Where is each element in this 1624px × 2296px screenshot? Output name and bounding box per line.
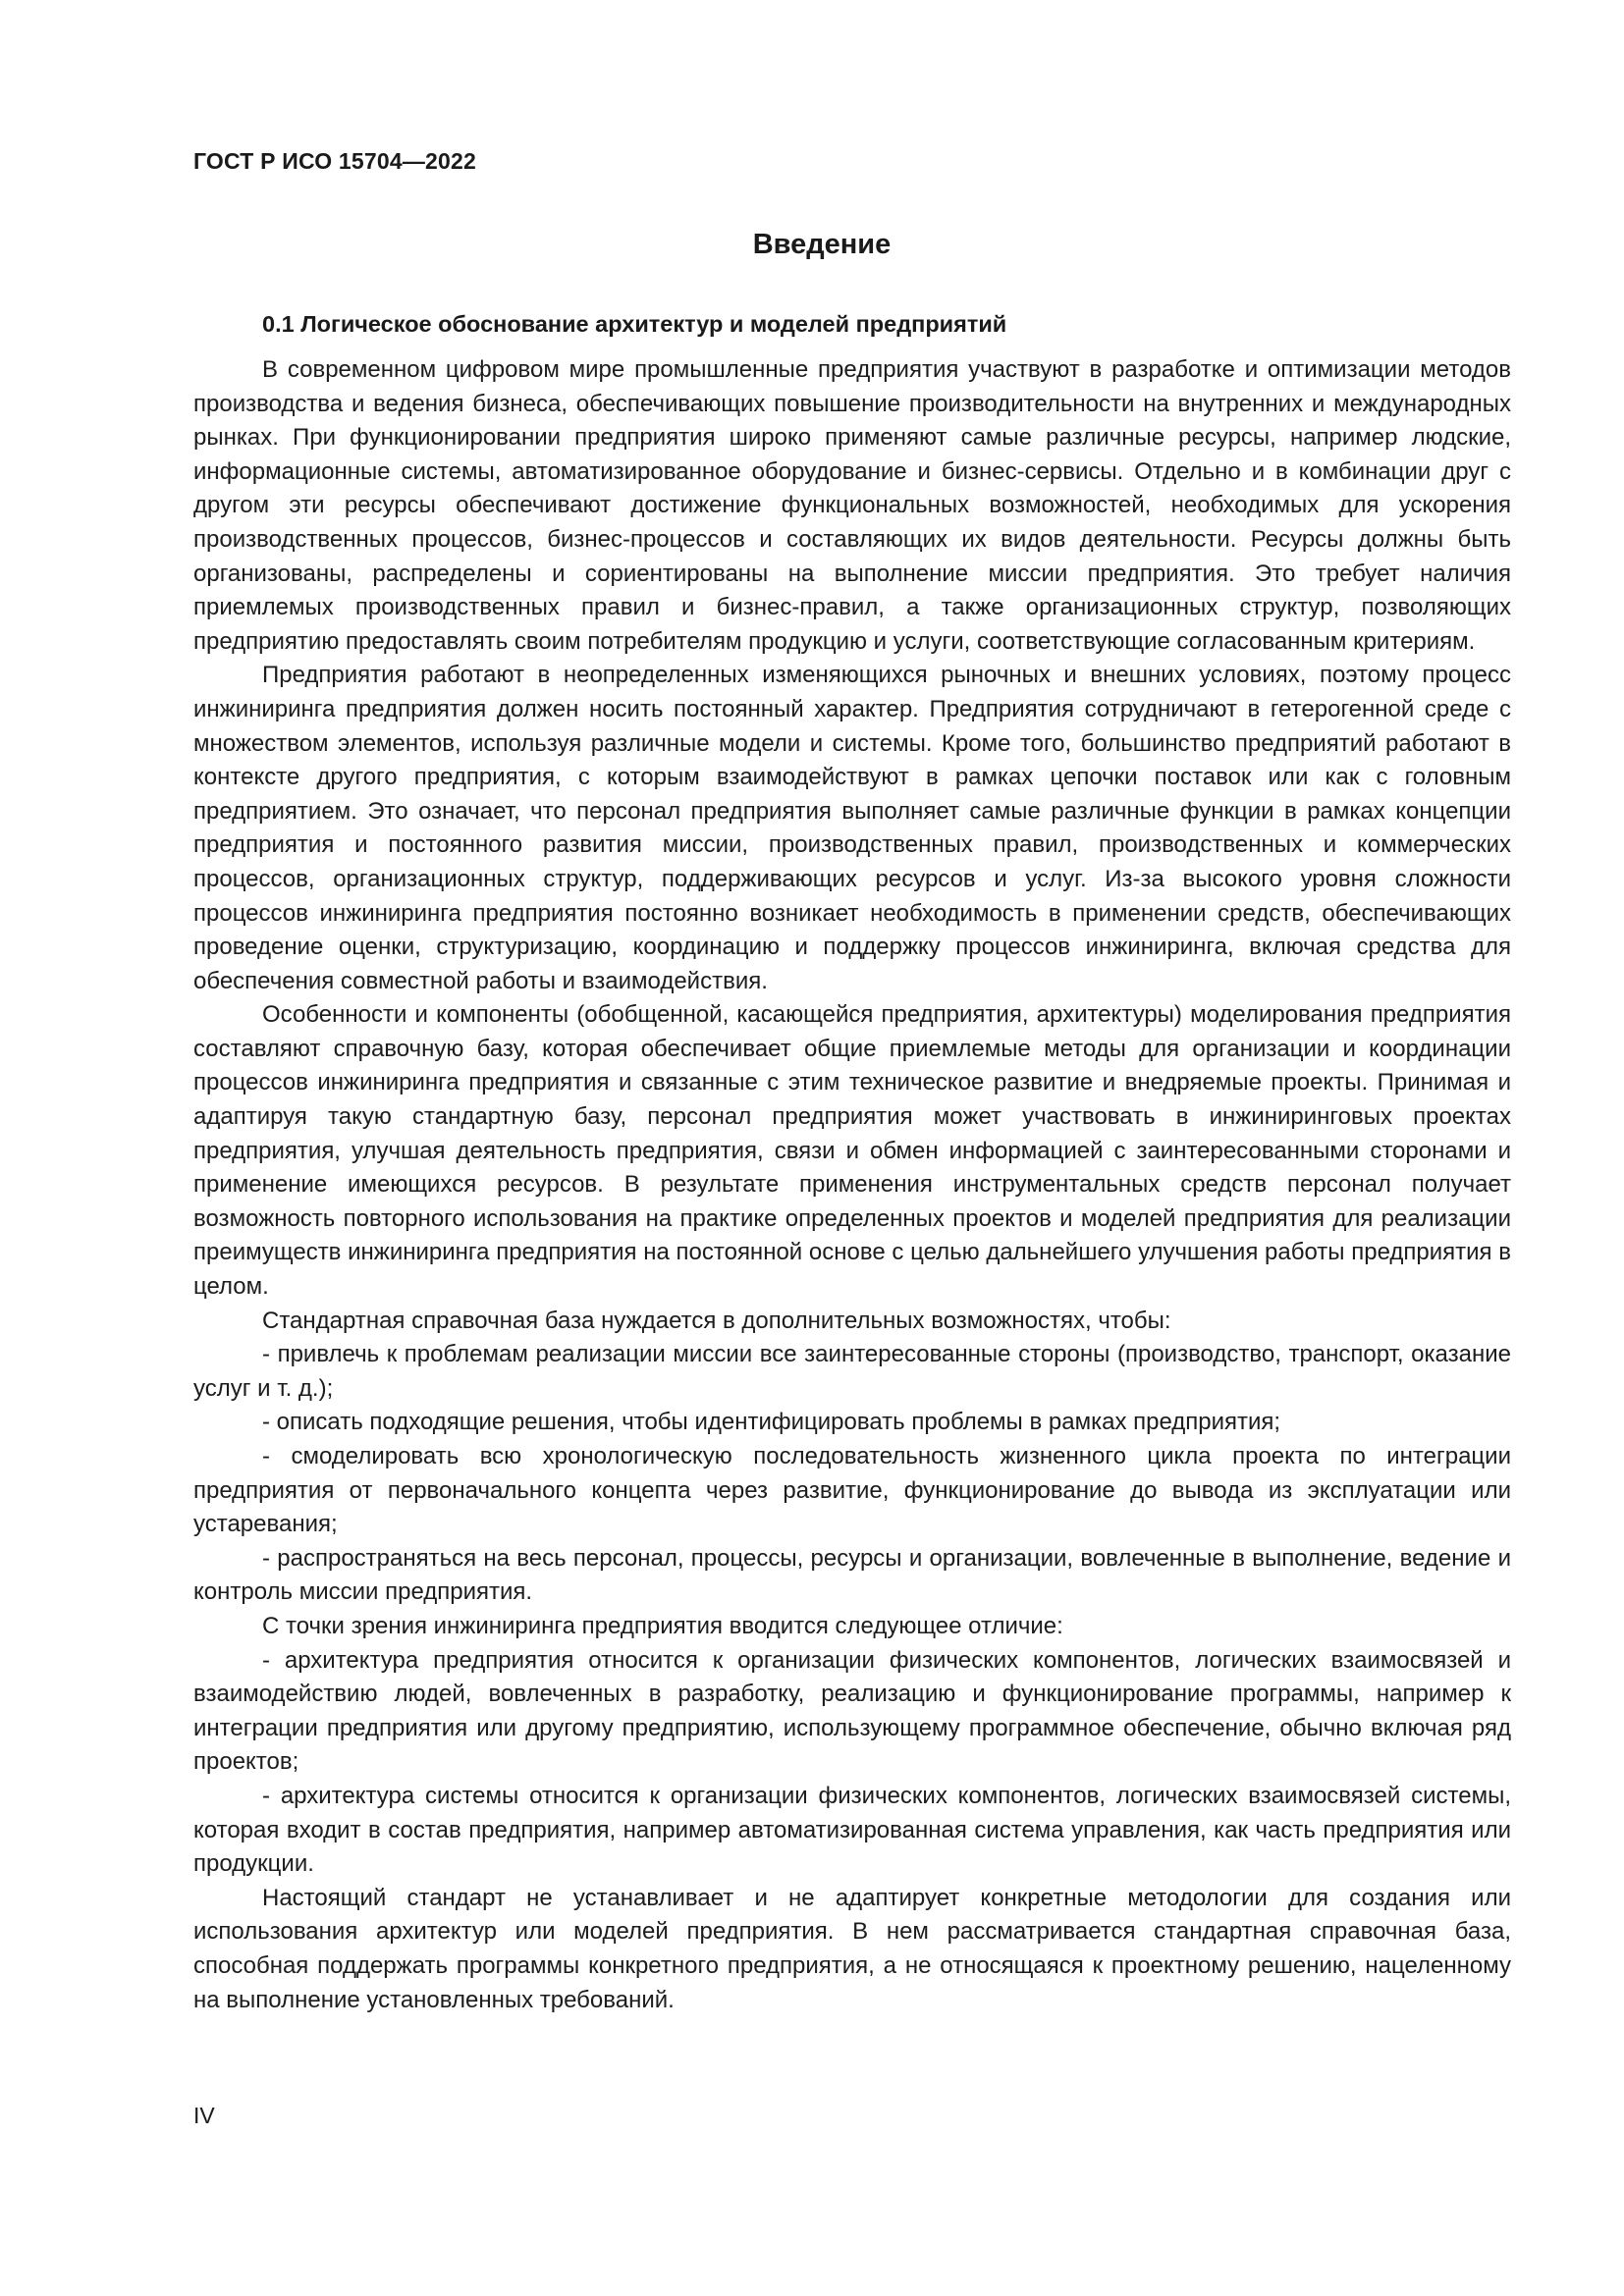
list-item: - описать подходящие решения, чтобы идентифицировать проблемы в рамках предприятия;: [262, 1409, 1281, 1436]
paragraph: Настоящий стандарт не устанавливает и не адаптирует конкретные методологии для создания или использования архитектур или моделей предприятия. В нем рассматривается стандартная справочная база, способная поддержать программы конкретного предприятия, а не относящаяся к проектному решению, нацеленному на выполнение установленных требований.: [193, 1884, 1511, 2013]
list-item: - привлечь к проблемам реализации миссии все заинтересованные стороны (производство, транспорт, оказание услуг и т. д.);: [193, 1341, 1511, 1402]
section-heading: 0.1 Логическое обоснование архитектур и моделей предприятий: [262, 311, 1007, 337]
paragraph: Особенности и компоненты (обобщенной, касающейся предприятия, архитектуры) моделирования предприятия составляют справочную базу, которая обеспечивает общие приемлемые методы для организации и координации процессов инжиниринга предприятия и связанные с этим техническое развитие и внедряемые проекты. Принимая и адаптируя такую стандартную базу, персонал предприятия может участвовать в инжиниринговых проектах предприятия, улучшая деятельность предприятия, связи и обмен информацией с заинтересованными сторонами и применение имеющихся ресурсов. В результате применения инструментальных средств персонал получает возможность повторного использования на практике определенных проектов и моделей предприятия для реализации преимуществ инжиниринга предприятия на постоянной основе с целью дальнейшего улучшения работы предприятия в целом.: [193, 1001, 1511, 1301]
list-item: - смоделировать всю хронологическую последовательность жизненного цикла проекта по интеграции предприятия от первоначального концепта через развитие, функционирование до вывода из эксплуатации или устаревания;: [193, 1443, 1511, 1538]
standard-designation: ГОСТ Р ИСО 15704—2022: [193, 148, 477, 174]
list-item: - распространяться на весь персонал, процессы, ресурсы и организации, вовлеченные в выполнение, ведение и контроль миссии предприятия.: [193, 1544, 1511, 1606]
page-number: IV: [193, 2103, 215, 2128]
paragraph: Предприятия работают в неопределенных изменяющихся рыночных и внешних условиях, поэтому процесс инжиниринга предприятия должен носить постоянный характер. Предприятия сотрудничают в гетерогенной среде с множеством элементов, используя различные модели и системы. Кроме того, большинство предприятий работают в контексте другого предприятия, с которым взаимодействуют в рамках цепочки поставок или как с головным предприятием. Это означает, что персонал предприятия выполняет самые различные функции в рамках концепции предприятия и постоянного развития миссии, производственных правил, производственных и коммерческих процессов, организационных структур, поддерживающих ресурсов и услуг. Из-за высокого уровня сложности процессов инжиниринга предприятия постоянно возникает необходимость в применении средств, обеспечивающих проведение оценки, структуризацию, координацию и поддержку процессов инжиниринга, включая средства для обеспечения совместной работы и взаимодействия.: [193, 662, 1511, 994]
body-text: [193, 353, 1511, 2017]
list-item: - архитектура предприятия относится к организации физических компонентов, логических взаимосвязей и взаимодействию людей, вовлеченных в разработку, реализацию и функционирование программы, например к интеграции предприятия или другому предприятию, использующему программное обеспечение, обычно включая ряд проектов;: [193, 1646, 1511, 1776]
paragraph: С точки зрения инжиниринга предприятия вводится следующее отличие:: [262, 1612, 1063, 1639]
paragraph: В современном цифровом мире промышленные предприятия участвуют в разработке и оптимизации методов производства и ведения бизнеса, обеспечивающих повышение производительности на внутренних и международных рынках. При функционировании предприятия широко применяют самые различные ресурсы, например людские, информационные системы, автоматизированное оборудование и бизнес-сервисы. Отдельно и в комбинации друг с другом эти ресурсы обеспечивают достижение функциональных возможностей, необходимых для ускорения производственных процессов, бизнес-процессов и составляющих их видов деятельности. Ресурсы должны быть организованы, распределены и сориентированы на выполнение миссии предприятия. Это требует наличия приемлемых производственных правил и бизнес-правил, а также организационных структур, позволяющих предприятию предоставлять своим потребителям продукцию и услуги, соответствующие согласованным критериям.: [193, 356, 1511, 655]
list-item: - архитектура системы относится к организации физических компонентов, логических взаимосвязей системы, которая входит в состав предприятия, например автоматизированная система управления, как часть предприятия или продукции.: [193, 1782, 1511, 1878]
paragraph: Стандартная справочная база нуждается в дополнительных возможностях, чтобы:: [262, 1307, 1171, 1334]
page-title: Введение: [752, 229, 892, 260]
